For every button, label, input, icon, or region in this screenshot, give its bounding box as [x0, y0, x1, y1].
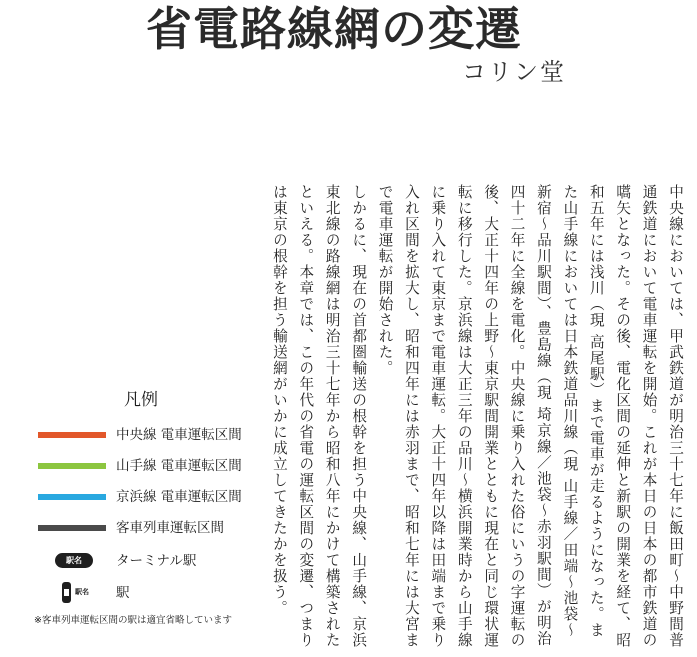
legend-item-chuo	[38, 424, 278, 446]
legend-item-passenger	[38, 517, 278, 539]
keihin-line-swatch	[38, 494, 106, 500]
author-name: コリン堂	[462, 58, 566, 86]
legend-item-yamanote	[38, 455, 278, 477]
legend-item-label: 客車列車運転区間	[116, 520, 224, 536]
paragraph-2: しかるに、現在の首都圏輸送の根幹を担う中央線、山手線、京浜東北線の路線網は明治三十七年から昭和八年にかけて構築されたといえる。本章では、この年代の省電の運転区間の変遷、つまりは東京の根幹を担う輸送網がいかに成立してきたかを扱う。	[270, 184, 368, 648]
terminal-station-badge-icon: 駅名	[55, 553, 93, 568]
station-small-name: 駅名	[75, 588, 89, 596]
legend-item-station	[38, 582, 278, 604]
legend-item-terminal	[38, 550, 278, 572]
chuo-line-swatch	[38, 432, 106, 438]
legend-footnote: ※客車列車運転区間の駅は適宜省略しています	[34, 615, 232, 626]
yamanote-line-swatch	[38, 463, 106, 469]
legend-item-keihin	[38, 486, 278, 508]
passenger-train-swatch	[38, 525, 106, 531]
legend-item-label: 京浜線 電車運転区間	[116, 489, 242, 505]
paragraph-1: 中央線においては、甲武鉄道が明治三十七年に飯田町～中野間普通鉄道において電車運転を開始。これが本日の日本の都市鉄道の嚆矢となった。その後、電化区間の延伸と新駅の開業を経て、昭和五年には浅川（現 高尾駅）まで電車が走るようになった。また山手線においては日本鉄道品川線（現 山手線／田端～池袋～新宿～品川駅間）、豊島線（現 埼京線／池袋～赤羽駅間）が明治四十二年に全線を電化。中央線に乗り入れた俗にいうの字運転の後、大正十四年の上野～東京駅間開業とともに現在と同じ環状運転に移行した。京浜線は大正三年の品川～横浜開業時から山手線に乗り入れて東京まで電車運転。大正十四年以降は田端まで乗り入れ区間を拡大し、昭和四年には赤羽まで、昭和七年には大宮まで電車運転が開始された。	[376, 184, 684, 648]
body-text	[270, 184, 688, 649]
legend-item-label: ターミナル駅	[116, 553, 197, 569]
legend-item-label: 山手線 電車運転区間	[116, 458, 242, 474]
legend-item-label: 駅	[116, 585, 130, 601]
legend-item-label: 中央線 電車運転区間	[116, 427, 242, 443]
station-marker-icon	[62, 582, 71, 603]
page-title: 省電路線網の変遷	[146, 2, 522, 56]
legend	[0, 0, 280, 657]
legend-title: 凡例	[124, 390, 158, 410]
